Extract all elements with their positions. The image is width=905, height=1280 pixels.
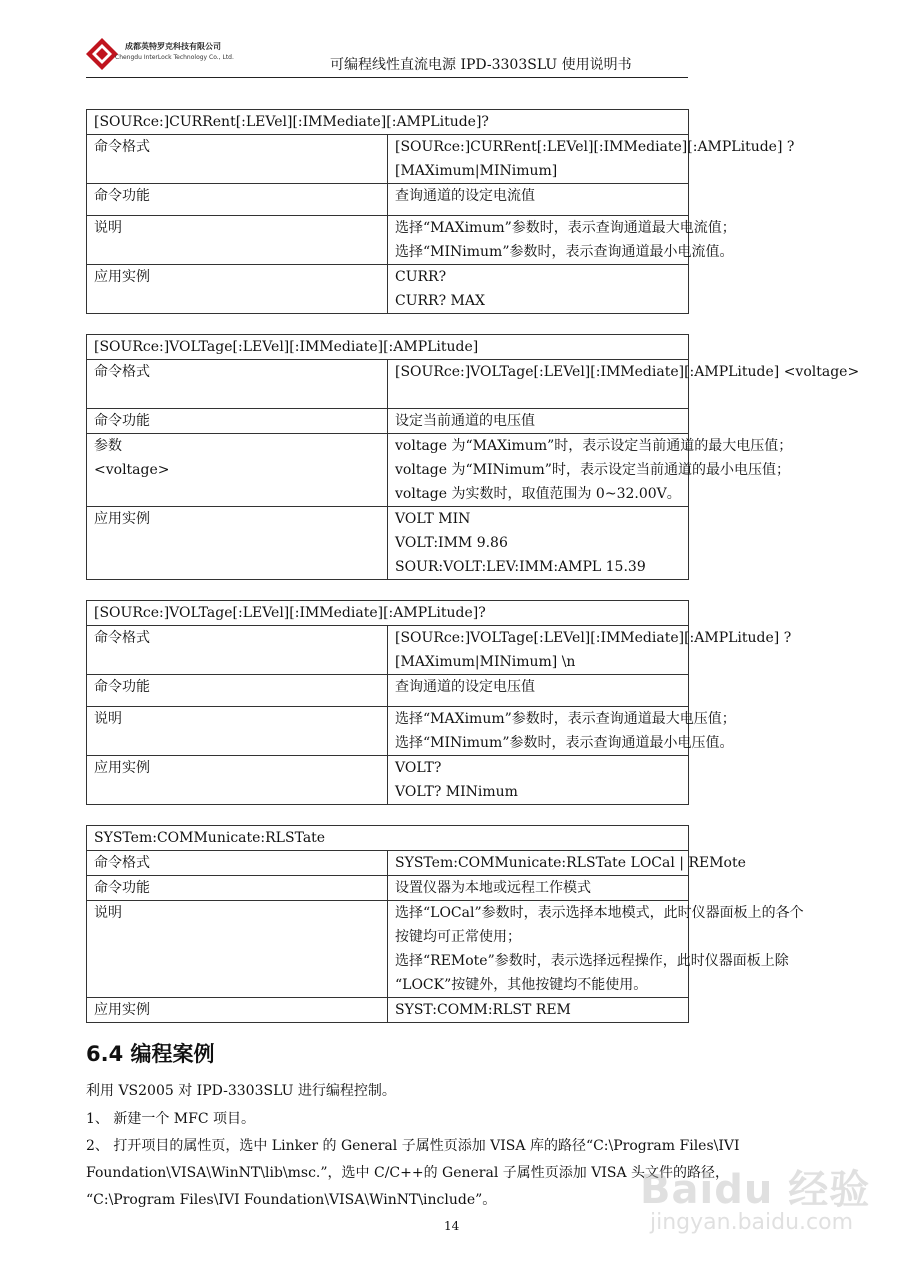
row-label: 应用实例 — [87, 756, 388, 805]
table-row — [87, 409, 689, 434]
watermark-url: jingyan.baidu.com — [650, 1210, 854, 1235]
command-table-rlstate — [86, 825, 804, 1023]
table-row — [87, 756, 689, 805]
table-row — [87, 626, 689, 675]
paragraph: 2、 打开项目的属性页，选中 Linker 的 General 子属性页添加 VISA 库的路径“C:\Program Files\IVI — [86, 1138, 740, 1154]
watermark — [640, 1158, 870, 1253]
table-title-row — [87, 335, 689, 360]
table-row — [87, 876, 689, 901]
row-label: 命令功能 — [87, 409, 388, 434]
table-row — [87, 851, 689, 876]
diamond-logo-icon — [85, 37, 119, 71]
table-row — [87, 265, 689, 314]
row-content: [SOURce:]VOLTage[:LEVel][:IMMediate][:AMPLitude] ? [MAXimum|MINimum] \n — [388, 626, 689, 675]
row-content: 选择“MAXimum”参数时，表示查询通道最大电压值； 选择“MINimum”参数时，表示查询通道最小电压值。 — [388, 707, 689, 756]
row-content: 设置仪器为本地或远程工作模式 — [388, 876, 689, 901]
row-label: 参数 <voltage> — [87, 434, 388, 507]
paragraph: 1、 新建一个 MFC 项目。 — [86, 1111, 256, 1127]
row-content: [SOURce:]CURRent[:LEVel][:IMMediate][:AMPLitude] ? [MAXimum|MINimum] — [388, 135, 689, 184]
company-name-cn: 成都英特罗克科技有限公司 — [125, 42, 221, 51]
row-label: 应用实例 — [87, 265, 388, 314]
row-label: 应用实例 — [87, 507, 388, 580]
table-title: [SOURce:]VOLTage[:LEVel][:IMMediate][:AMPLitude]? — [87, 601, 689, 626]
paragraph: “C:\Program Files\IVI Foundation\VISA\WinNT\include”。 — [86, 1192, 497, 1208]
table-row — [87, 184, 689, 216]
header-divider — [86, 77, 688, 78]
page-header — [0, 0, 905, 100]
row-label: 命令格式 — [87, 360, 388, 409]
row-label: 命令格式 — [87, 135, 388, 184]
table-row — [87, 434, 689, 507]
command-table-curr-query — [86, 109, 795, 314]
table-row — [87, 135, 689, 184]
table-title-row — [87, 601, 689, 626]
table-row — [87, 675, 689, 707]
row-content: [SOURce:]VOLTage[:LEVel][:IMMediate][:AMPLitude] <voltage> — [388, 360, 689, 409]
row-content: 查询通道的设定电压值 — [388, 675, 689, 707]
table-title: [SOURce:]VOLTage[:LEVel][:IMMediate][:AMPLitude] — [87, 335, 689, 360]
table-row — [87, 216, 689, 265]
command-table-volt-set — [86, 334, 860, 580]
row-label: 说明 — [87, 216, 388, 265]
watermark-logo: Baidu 经验 — [640, 1167, 871, 1213]
row-label: 说明 — [87, 707, 388, 756]
row-label: 应用实例 — [87, 998, 388, 1023]
row-content: 设定当前通道的电压值 — [388, 409, 689, 434]
table-row — [87, 998, 689, 1023]
row-content: SYST:COMM:RLST REM — [388, 998, 689, 1023]
row-label: 命令格式 — [87, 626, 388, 675]
row-content: VOLT MIN VOLT:IMM 9.86 SOUR:VOLT:LEV:IMM:AMPL 15.39 — [388, 507, 689, 580]
row-content: CURR? CURR? MAX — [388, 265, 689, 314]
document-title: 可编程线性直流电源 IPD-3303SLU 使用说明书 — [330, 57, 632, 73]
row-content: VOLT? VOLT? MINimum — [388, 756, 689, 805]
table-title: SYSTem:COMMunicate:RLSTate — [87, 826, 689, 851]
page-number: 14 — [444, 1219, 460, 1233]
row-content: 选择“LOCal”参数时，表示选择本地模式，此时仪器面板上的各个 按键均可正常使用； 选择“REMote”参数时，表示选择远程操作，此时仪器面板上除 “LOCK”按键外，其他按键均不能使用。 — [388, 901, 689, 998]
table-row — [87, 507, 689, 580]
row-label: 命令功能 — [87, 675, 388, 707]
paragraph: 利用 VS2005 对 IPD-3303SLU 进行编程控制。 — [86, 1083, 396, 1099]
table-row — [87, 901, 689, 998]
row-label: 命令功能 — [87, 184, 388, 216]
table-title: [SOURce:]CURRent[:LEVel][:IMMediate][:AMPLitude]? — [87, 110, 689, 135]
row-content: SYSTem:COMMunicate:RLSTate LOCal | REMote — [388, 851, 689, 876]
table-title-row — [87, 826, 689, 851]
paragraph: Foundation\VISA\WinNT\lib\msc.”，选中 C/C++的 General 子属性页添加 VISA 头文件的路径， — [86, 1165, 730, 1181]
row-label: 说明 — [87, 901, 388, 998]
row-content: 选择“MAXimum”参数时，表示查询通道最大电流值； 选择“MINimum”参数时，表示查询通道最小电流值。 — [388, 216, 689, 265]
company-logo — [85, 37, 234, 73]
table-row — [87, 360, 689, 409]
row-label: 命令格式 — [87, 851, 388, 876]
table-row — [87, 707, 689, 756]
section-heading: 6.4 编程案例 — [86, 1042, 215, 1066]
table-title-row — [87, 110, 689, 135]
row-label: 命令功能 — [87, 876, 388, 901]
command-table-volt-query — [86, 600, 792, 805]
company-name-en: Chengdu InterLock Technology Co., Ltd. — [115, 54, 234, 61]
row-content: voltage 为“MAXimum”时，表示设定当前通道的最大电压值； voltage 为“MINimum”时，表示设定当前通道的最小电压值； voltage 为实数时，取值范围为 0~32.00V。 — [388, 434, 689, 507]
row-content: 查询通道的设定电流值 — [388, 184, 689, 216]
